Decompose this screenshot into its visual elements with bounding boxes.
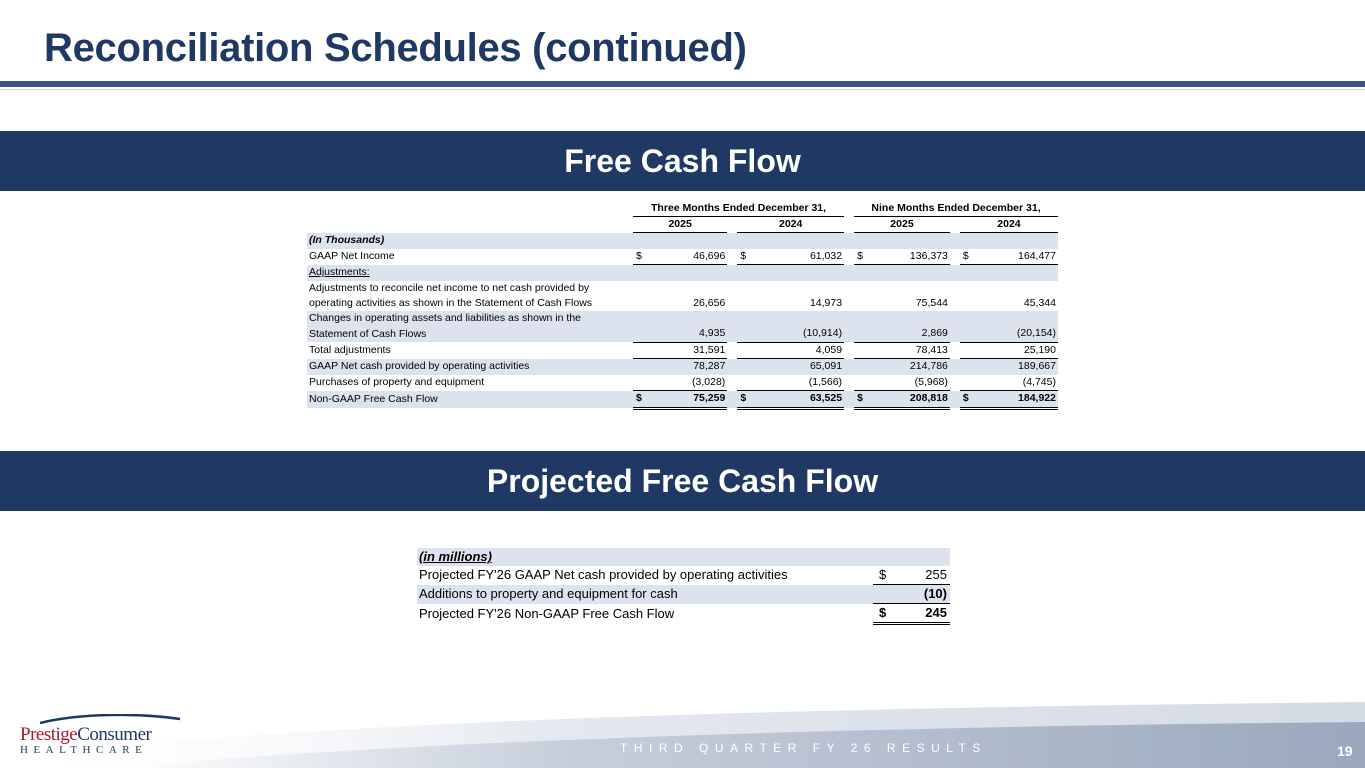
table-cell: 245 xyxy=(893,604,950,624)
table-cell: 75,259 xyxy=(648,391,727,409)
projected-free-cash-flow-table xyxy=(417,548,950,625)
row-label: Projected FY'26 GAAP Net cash provided by operating activities xyxy=(419,567,788,583)
row-label: Adjustments to reconcile net income to net cash provided by xyxy=(309,281,590,294)
currency-symbol: $ xyxy=(854,391,869,409)
table-cell: 65,091 xyxy=(752,359,844,375)
currency-symbol: $ xyxy=(960,391,975,409)
logo-wordmark: PrestigeConsumer xyxy=(20,724,152,745)
table-cell: 214,786 xyxy=(869,359,950,375)
currency-symbol: $ xyxy=(633,249,648,265)
table-cell: 2,869 xyxy=(869,326,950,342)
table-row xyxy=(307,249,1058,265)
table-cell: (10,914) xyxy=(752,326,844,342)
table-cell: 189,667 xyxy=(975,359,1058,375)
year-header: 2025 xyxy=(633,217,727,233)
year-header: 2024 xyxy=(737,217,844,233)
table-cell: 208,818 xyxy=(869,391,950,409)
row-label: Non-GAAP Free Cash Flow xyxy=(307,391,633,409)
table-cell: 4,059 xyxy=(752,342,844,359)
currency-symbol: $ xyxy=(873,566,893,585)
logo-subtitle: HEALTHCARE xyxy=(20,744,148,756)
company-logo xyxy=(20,714,190,756)
units-label: (in millions) xyxy=(417,548,873,566)
table-cell: 78,413 xyxy=(869,342,950,359)
footer-swoosh xyxy=(0,700,1365,768)
currency-symbol: $ xyxy=(854,249,869,265)
table-cell: 4,935 xyxy=(648,326,727,342)
page-title: Reconciliation Schedules (continued) xyxy=(44,26,747,70)
year-header: 2024 xyxy=(960,217,1058,233)
year-header: 2025 xyxy=(854,217,950,233)
table-row xyxy=(307,326,1058,342)
section-header-projected-free-cash-flow: Projected Free Cash Flow xyxy=(0,451,1365,511)
row-label: GAAP Net Income xyxy=(309,250,395,262)
table-cell: 61,032 xyxy=(752,249,844,265)
table-cell: 26,656 xyxy=(693,296,726,309)
logo-arc-icon xyxy=(40,714,190,724)
table-cell: 136,373 xyxy=(869,249,950,265)
adjustments-label: Adjustments: xyxy=(307,265,633,281)
row-label: Changes in operating assets and liabilities as shown in the xyxy=(307,311,633,326)
currency-symbol: $ xyxy=(633,391,648,409)
table-cell: (5,968) xyxy=(869,375,950,391)
row-label: Statement of Cash Flows xyxy=(307,326,633,342)
table-row xyxy=(307,375,1058,391)
table-row-total xyxy=(417,604,950,624)
table-cell: 75,544 xyxy=(915,296,948,309)
footer-tagline: THIRD QUARTER FY 26 RESULTS xyxy=(620,741,987,755)
table-cell: 255 xyxy=(893,566,950,585)
currency-symbol: $ xyxy=(737,391,752,409)
row-label: Purchases of property and equipment xyxy=(309,376,485,388)
table-cell: 63,525 xyxy=(752,391,844,409)
row-label: operating activities as shown in the Statement of Cash Flows xyxy=(309,296,593,309)
title-divider-thin xyxy=(0,89,1365,90)
table-cell: 14,973 xyxy=(809,296,843,309)
table-row xyxy=(417,566,950,585)
currency-symbol: $ xyxy=(873,604,893,624)
row-label: Projected FY'26 Non-GAAP Free Cash Flow xyxy=(419,605,675,621)
units-label: (In Thousands) xyxy=(307,233,633,249)
row-label: Total adjustments xyxy=(309,343,391,356)
period-header-three-months: Three Months Ended December 31, xyxy=(633,201,844,217)
table-row-total xyxy=(307,391,1058,409)
title-divider xyxy=(0,81,1365,87)
table-cell: 184,922 xyxy=(975,391,1058,409)
table-cell: (1,566) xyxy=(752,375,844,391)
table-cell: 45,344 xyxy=(1023,296,1056,309)
table-row xyxy=(307,359,1058,375)
section-header-free-cash-flow: Free Cash Flow xyxy=(0,131,1365,191)
table-cell: 31,591 xyxy=(648,342,727,359)
table-cell: 78,287 xyxy=(648,359,727,375)
period-header-nine-months: Nine Months Ended December 31, xyxy=(854,201,1058,217)
table-row xyxy=(307,342,1058,359)
table-cell: (10) xyxy=(893,585,950,604)
currency-symbol: $ xyxy=(960,249,975,265)
table-row xyxy=(307,296,1058,312)
table-cell: (20,154) xyxy=(975,326,1058,342)
table-cell: (3,028) xyxy=(648,375,727,391)
row-label: Additions to property and equipment for cash xyxy=(417,585,873,604)
table-cell: (4,745) xyxy=(975,375,1058,391)
table-cell: 164,477 xyxy=(975,249,1058,265)
row-label: GAAP Net cash provided by operating activities xyxy=(307,359,633,375)
free-cash-flow-table xyxy=(307,201,1058,410)
table-row xyxy=(417,585,950,604)
currency-symbol: $ xyxy=(737,249,752,265)
table-cell: 25,190 xyxy=(975,342,1058,359)
page-number: 19 xyxy=(1337,743,1353,759)
table-cell: 46,696 xyxy=(648,249,727,265)
